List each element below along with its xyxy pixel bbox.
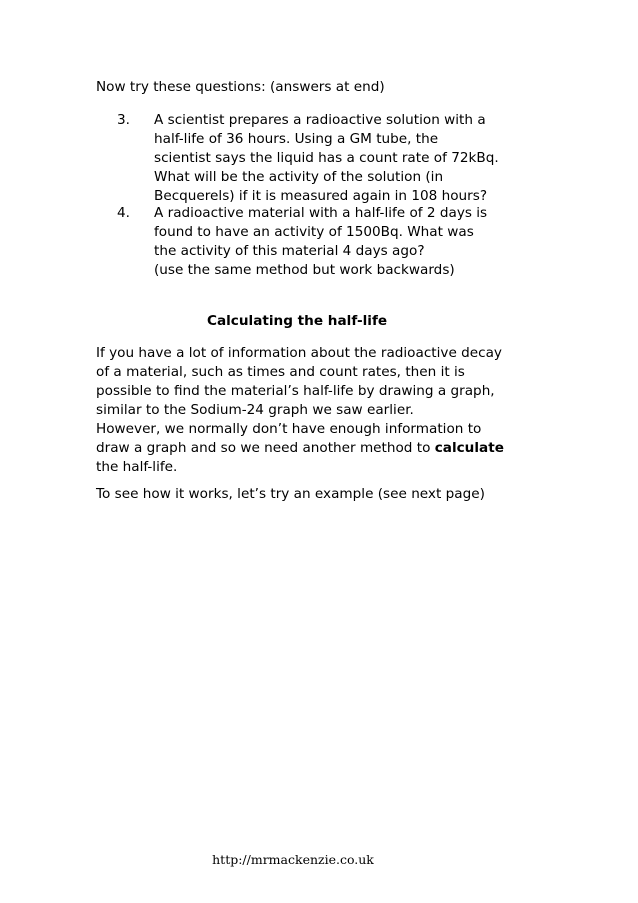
paragraph-line: the half-life. [96, 459, 178, 475]
question-4 [96, 204, 566, 280]
question-line: half-life of 36 hours. Using a GM tube, the [154, 131, 439, 147]
footer-url: http://mrmackenzie.co.uk [212, 852, 374, 867]
paragraph-line: However, we normally don’t have enough information to [96, 421, 482, 437]
paragraph-example [96, 485, 485, 504]
question-line: A radioactive material with a half-life of 2 days is [154, 205, 488, 221]
paragraph-line: similar to the Sodium-24 graph we saw earlier. [96, 402, 414, 418]
emphasis-calculate: calculate [434, 440, 504, 456]
intro-text: Now try these questions: (answers at end) [96, 79, 385, 95]
question-number: 4. [117, 205, 130, 221]
question-line: scientist says the liquid has a count rate of 72kBq. [154, 150, 499, 166]
question-line: the activity of this material 4 days ago? [154, 243, 425, 259]
paragraph-graph-method [96, 344, 502, 420]
paragraph-line: possible to find the material’s half-life by drawing a graph, [96, 383, 495, 399]
paragraph-text: draw a graph and so we need another method to [96, 440, 435, 456]
paragraph-line: To see how it works, let’s try an example (see next page) [96, 486, 485, 502]
question-line: What will be the activity of the solution (in [154, 169, 444, 185]
question-line: A scientist prepares a radioactive solution with a [154, 112, 486, 128]
paragraph-line: of a material, such as times and count rates, then it is [96, 364, 465, 380]
question-number: 3. [117, 112, 130, 128]
paragraph-line [96, 439, 504, 458]
paragraph-line: If you have a lot of information about the radioactive decay [96, 345, 502, 361]
question-3 [96, 111, 566, 206]
question-line: (use the same method but work backwards) [154, 262, 455, 278]
paragraph-calculate-method [96, 420, 504, 477]
question-line: found to have an activity of 1500Bq. What was [154, 224, 474, 240]
section-heading: Calculating the half-life [207, 313, 388, 329]
question-line: Becquerels) if it is measured again in 108 hours? [154, 188, 488, 204]
